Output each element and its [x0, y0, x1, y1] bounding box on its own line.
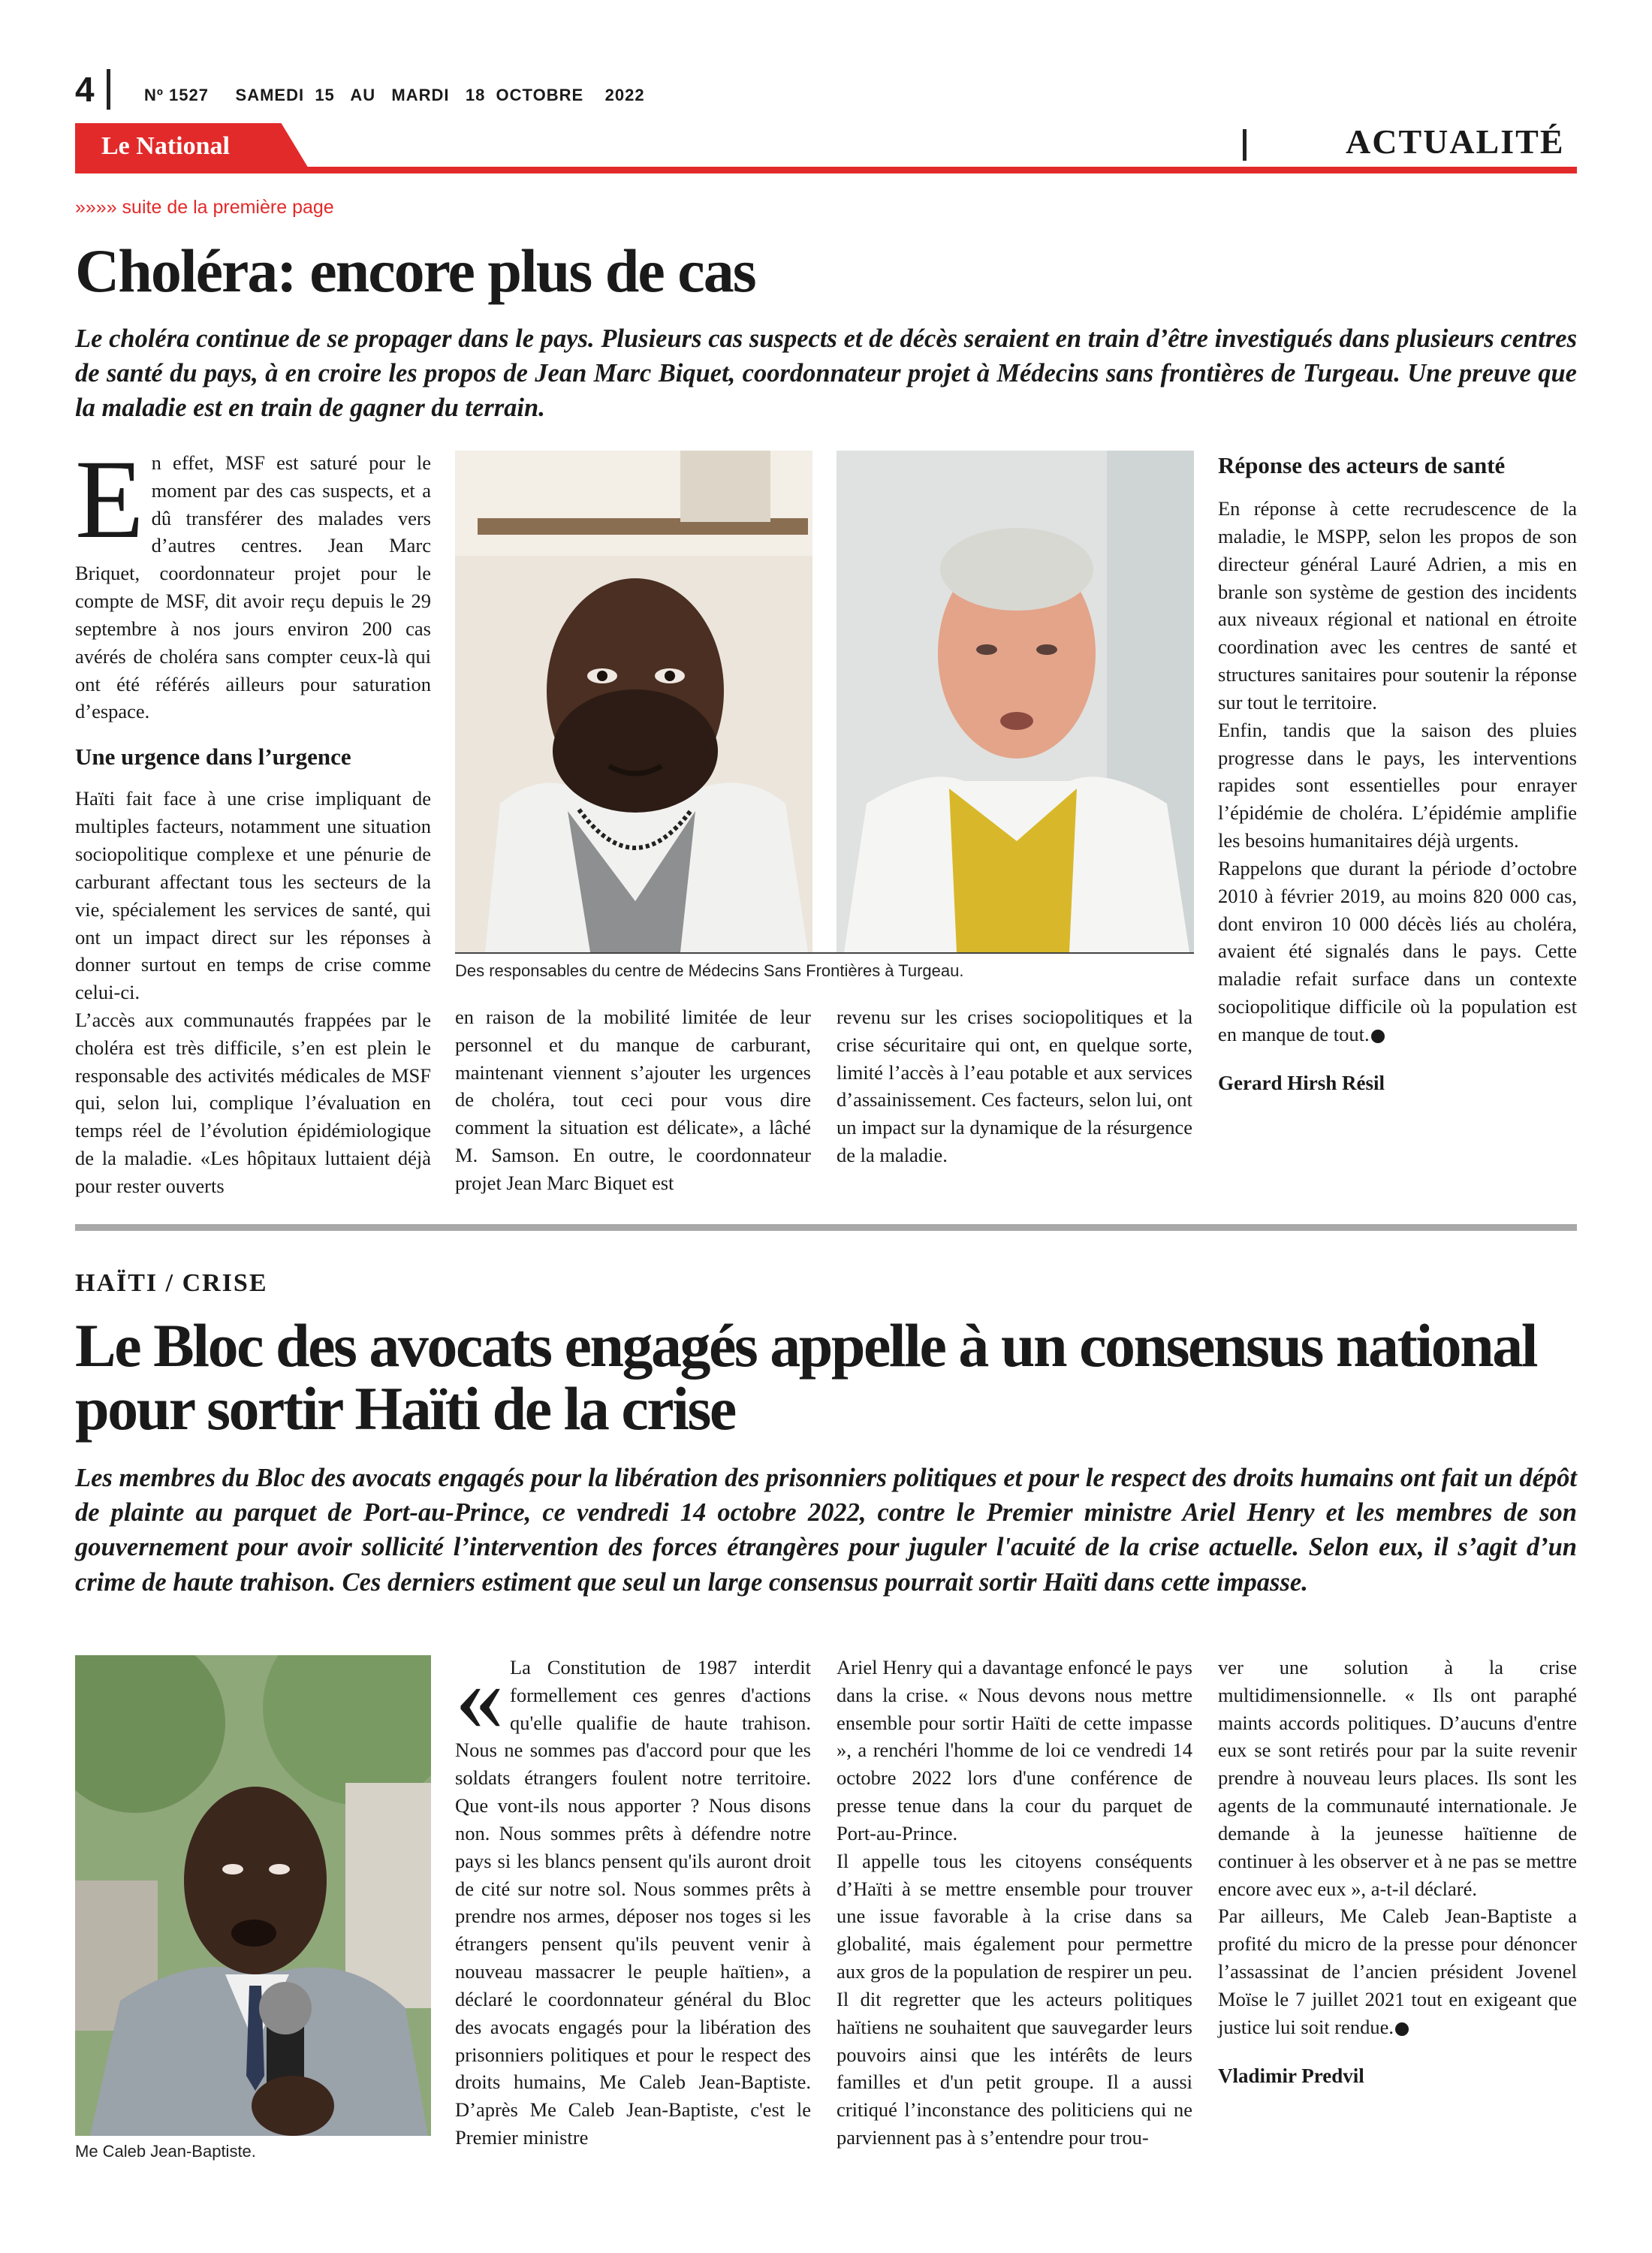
article1-paragraph: Haïti fait face à une crise impliquant de multiples facteurs, notamment une situation sociopolitique complexe et une pénurie de carburant affectant tous les secteurs de la vie, spécialement les services de santé, qui ont un impact direct sur les réponses à donner surtout en temps de crise comme celui-ci. — [75, 787, 431, 1004]
article2-headline: Le Bloc des avocats engagés appelle à un consensus national pour sortir Haïti de la crise — [75, 1311, 1536, 1443]
article2-paragraph: Par ailleurs, Me Caleb Jean-Baptiste a profité du micro de la presse pour dénoncer l’assassinat de l’ancien président Jovenel Moïse le 7 juillet 2021 tout en exigeant que justice lui soit rendue. — [1218, 1905, 1577, 2038]
end-mark-icon — [1371, 1030, 1385, 1043]
article1-column2 — [455, 1003, 811, 1197]
article2-photo-caption: Me Caleb Jean-Baptiste. — [75, 2142, 256, 2161]
article1-headline: Choléra: encore plus de cas — [75, 237, 755, 305]
article1-column3 — [837, 1003, 1192, 1169]
end-mark-icon — [1395, 2022, 1409, 2036]
brand-name: Le National — [101, 132, 230, 160]
article2-paragraph: ver une solution à la crise multidimensionnelle. « Ils ont paraphé maints accords politiques. D’aucuns d'entre eux se sont retirés pour par la suite revenir prendre à nouveau leurs places. Ils sont les agents de la communauté internationale. Je demande à la jeunesse haïtienne de continuer à les observer et à ne pas se mettre encore avec eux », a-t-il déclaré. — [1218, 1656, 1577, 1900]
article2-kicker: HAÏTI / CRISE — [75, 1269, 268, 1297]
portrait-speaker-image — [75, 1655, 431, 2136]
article1-paragraph: revenu sur les crises sociopolitiques et la crise sécuritaire qui ont, en quelque sorte, limité l’accès à l’eau potable et aux services d’assainissement. Ces facteurs, selon lui, ont un impact sur la dynamique de la résurgence de la maladie. — [837, 1006, 1192, 1167]
article1-paragraph: En réponse à cette recrudescence de la maladie, le MSPP, selon les propos de son directeur général Lauré Adrien, a mis en branle son système de gestion des incidents aux niveaux régional et national en étroite coordination avec les centres de santé et structures sanitaires pour soutenir la réponse sur tout le territoire. — [1218, 497, 1577, 713]
article1-column1 — [75, 437, 431, 1200]
section-title: ACTUALITÉ — [1346, 122, 1565, 161]
article1-paragraph: Rappelons que durant la période d’octobre 2010 à février 2019, au moins 820 000 cas, dont environ 10 000 décès liés au choléra, avaient été signalés dans le pays. Cette maladie refait surface dans un contexte sociopolitique difficile où la population est en manque de tout. — [1218, 856, 1577, 1045]
article1-subhead: Réponse des acteurs de santé — [1218, 452, 1506, 478]
article2-paragraph: La Constitution de 1987 interdit formellement ces genres d'actions qu'elle qualifie de haute trahison. Nous ne sommes pas d'accord pour que les soldats étrangers foulent notre territoire. Que vont-ils nous apporter ? Nous disons non. Nous sommes prêts à défendre notre pays si les blancs pensent qu'ils auront droit de cité sur notre sol. Nous sommes prêts à prendre nos armes, déposer nos toges si les étrangers pensent qu'ils peuvent venir à nouveau massacrer le peuple haïtien», a déclaré le coordonnateur général du Bloc des avocats engagés pour la libération des prisonniers politiques et pour le respect des droits humains, Me Caleb Jean-Baptiste. D’après Me Caleb Jean-Baptiste, c'est le Premier ministre — [455, 1656, 811, 2149]
portrait-man-1-image — [455, 451, 812, 952]
article2-paragraph: Il appelle tous les citoyens conséquents d’Haïti à se mettre ensemble pour trouver une issue favorable à la crise dans sa globalité, mais également pour permettre aux gros de la population de respirer un peu. Il dit regretter que les acteurs politiques haïtiens ne souhaitent que sauvegarder leurs pouvoirs ainsi que les intérêts de leurs familles et d'un petit groupe. Il a aussi critiqué l’inconstance des politiciens qui ne parviennent pas à s’entendre pour trou- — [837, 1849, 1192, 2149]
portrait-man-2-image — [837, 451, 1194, 952]
continued-note: »»»» suite de la première page — [75, 197, 334, 218]
article2-column4 — [1218, 1654, 1577, 2090]
article1-paragraph: n effet, MSF est saturé pour le moment par des cas suspects, et a dû transférer des malades vers d’autres centres. Jean Marc Briquet, coordonnateur projet pour le compte de MSF, dit avoir reçu depuis le 29 septembre à nos jours environ 200 cas avérés de choléra sans compter ceux-là qui ont été référés ailleurs pour saturation d’espace. — [75, 451, 431, 723]
drop-cap: E — [75, 437, 144, 562]
article1-author: Gerard Hirsh Résil — [1218, 1071, 1385, 1094]
page-number-divider — [107, 69, 110, 110]
article1-paragraph: Enfin, tandis que la saison des pluies progresse dans le pays, les interventions rapides sont essentielles pour enrayer l’épidémie de choléra. L’épidémie amplifie les besoins humanitaires déjà urgents. — [1218, 718, 1577, 852]
article1-paragraph: L’accès aux communautés frappées par le choléra est très difficile, s’en est plein le responsable des activités médicales de MSF qui, selon lui, complique l’évaluation en temps réel de l’évolution épidémiologique de la maladie. «Les hôpitaux luttaient déjà pour rester ouverts — [75, 1008, 431, 1197]
article1-column4 — [1218, 449, 1577, 1097]
header-rule — [75, 167, 1577, 173]
section-divider — [1243, 129, 1247, 161]
quote-mark-icon: « — [455, 1643, 504, 1751]
article-separator — [75, 1224, 1577, 1231]
article1-subhead: Une urgence dans l’urgence — [75, 743, 351, 771]
article1-photo-caption: Des responsables du centre de Médecins Sans Frontières à Turgeau. — [455, 961, 964, 980]
article2-paragraph: Ariel Henry qui a davantage enfoncé le pays dans la crise. « Nous devons nous mettre ensemble pour sortir Haïti de cette impasse », a renchéri l'homme de loi ce vendredi 14 octobre 2022 lors d'une conférence de presse tenue dans la cour du parquet de Port-au-Prince. — [837, 1656, 1192, 1844]
page-number: 4 — [75, 70, 95, 109]
article1-lead: Le choléra continue de se propager dans le pays. Plusieurs cas suspects et de décès seraient en train d’être investigués dans plusieurs centres de santé du pays, à en croire les propos de Jean Marc Biquet, coordonnateur projet à Médecins sans frontières de Turgeau. Une preuve que la maladie est en train de gagner du terrain. — [75, 324, 1577, 423]
article2-column3 — [837, 1654, 1192, 2152]
msf-photo-2 — [837, 451, 1194, 952]
msf-photo-1 — [455, 451, 812, 952]
article2-lead: Les membres du Bloc des avocats engagés pour la libération des prisonniers politiques et pour le respect des droits humains ont fait un dépôt de plainte au parquet de Port-au-Prince, ce vendredi 14 octobre 2022, contre le Premier ministre Ariel Henry et les membres de son gouvernement pour avoir sollicité l’intervention des forces étrangères pour juguler l'acuité de la crise actuelle. Selon eux, il s’agit d’un crime de haute trahison. Ces derniers estiment que seul un large consensus pourrait sortir Haïti dans cette impasse. — [75, 1464, 1577, 1597]
issue-date-line: Nº 1527 SAMEDI 15 AU MARDI 18 OCTOBRE 2022 — [144, 86, 645, 104]
article2-author: Vladimir Predvil — [1218, 2064, 1364, 2087]
speaker-photo — [75, 1655, 431, 2136]
photo-caption-rule — [455, 952, 1194, 954]
article2-column2 — [455, 1643, 811, 2152]
article1-paragraph: en raison de la mobilité limitée de leur personnel et du manque de carburant, maintenant viennent s’ajouter les urgences de choléra, tout ceci pour vous dire comment la situation est délicate», a lâché M. Samson. En outre, le coordonnateur projet Jean Marc Biquet est — [455, 1006, 811, 1194]
